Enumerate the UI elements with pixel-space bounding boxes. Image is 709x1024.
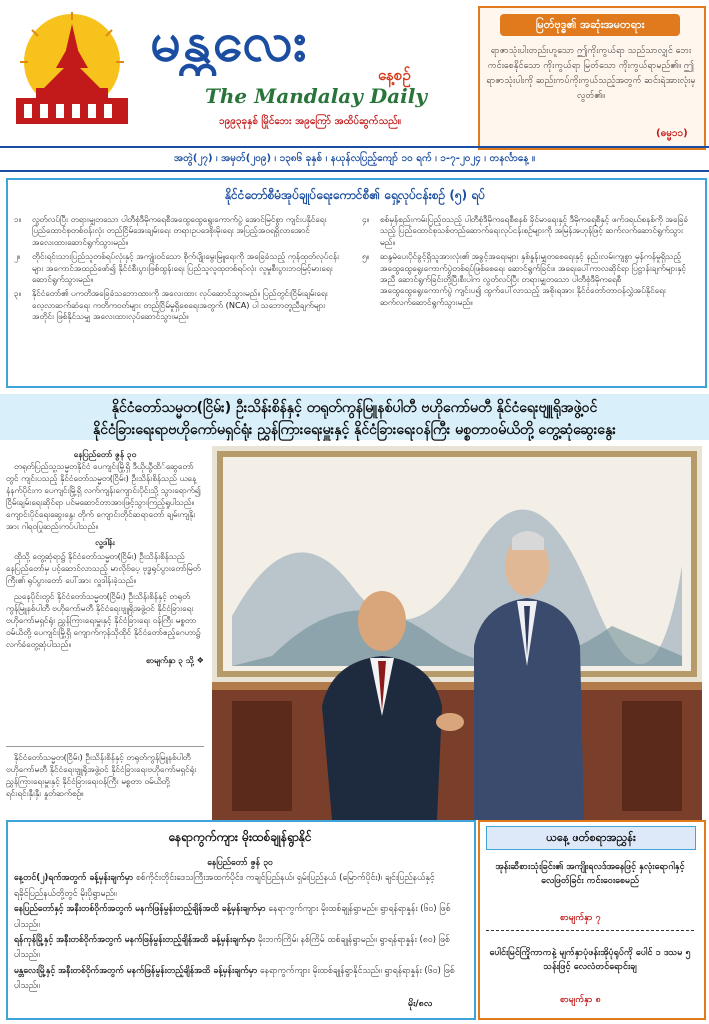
headline-line-1: နိုင်ငံတော်သမ္မတ(ငြိမ်း) ဦးသိန်းစိန်နှင့် တရုတ်ကွန်မြူနစ်ပါတီ ဗဟိုကော်မတီ နိုင်ငံရေးဗျူရိုအဖွဲ့ဝင် [111, 400, 598, 416]
weather-paragraph: ရန်ကုန်မြို့နှင့် အနီးတစ်ဝိုက်အတွက် မနက်ဖြန်မွန်းတည့်ချိန်အထိ ခန့်မှန်းချက်မှာ မိုးဘက်ကြိမ်၊ နစ်ကြိမ် ထစ်ချုန်ရွာမည်။ ရွာရန်ရာနှုန်း (၈၀) ဖြစ်ပါသည်။ [14, 935, 450, 961]
article-paragraph: တရုတ်ပြည်သူ့သမ္မတနိုင်ငံ ပေကျင်းမြို့ရှိ ဒီယိုယွီထိ်ဆွေတော်တွင် ကျင်းပသည့် နိုင်ငံတော်သမ္မတ(ငြိမ်း) ဦးသိန်းစိန်သည် ယနေ့နံနက်ပိုင်းက ပေကျင်းမြို့ရှိ လက်ကျန်းကျောင်းပိုင်းသို့ သွားရောက်၍ ငြိမ်းချမ်းရေးဆိုင်ရာ ပင်မဆောင်တာအားဖြင့်သွားကြည့်ရှုပါသည်။ ကျောင်းပိုင်ရေးဆွေးနွေး တိုက် ကျောင်းတိုင်ဆရာတော် ချမ်းကျနိုးအား ဂါရဝပြုဆည်းကပ်ပါသည်။ [6, 461, 201, 531]
masthead-english-name: The Mandalay Daily [205, 84, 427, 108]
objective-item: ၃။ နိုင်ငံတော်၏ ပကတိအခြေခံသဘောထားကို အလေးထား လုပ်ဆောင်သွားမည်။ ပြည်တွင်းငြိမ်းချမ်းရေး လေ့လာဆက်ဆံရေး ကတိကဝတ်များ တည်ငြိမ်မှုရှိစေရေးအတွက် (NCA) ပါ သဘောတူညီချက်များ အတိုင်း ဖြစ်နိုင်သမျှ အလေးထားလုပ်ဆောင်သွားမည်။ [14, 288, 328, 322]
objective-item: ၂။ တိုင်းရင်းသားပြည်သူတစ်ရပ်လုံးနှင့် အကျုံးဝင်သော စိုက်ပျိုးမွေးမြူရေးကို အခြေခံသည့် ကုန်ထုတ်လုပ်ငန်းများ အကောင်အထည်ဖော်၍ နိုင်ငံစီးပွားဖြစ်ထွန်းရေး ပြည်သူလူထုတစ်ရပ်လုံး လူမှုစီးပွားဘဝမြင့်မားရေး ဆောင်ရွက်သွားမည်။ [14, 251, 340, 285]
pagoda-sun-logo [12, 10, 132, 128]
article-subheading: လူ့ဒါန်း [95, 537, 115, 547]
contents-page-link[interactable]: စာမျက်နှာ ၈ [560, 995, 601, 1005]
dhamma-quote-source: (ဓမ္မ၁၁) [656, 128, 688, 139]
weather-dateline: နေပြည်တော် ဇွန် ၃၀ [207, 858, 273, 868]
masthead-subtitle: နေ့စဉ် [378, 66, 411, 84]
weather-paragraph: နေ့တင်(၂)ရက်အတွက် ခန့်မှန်းချက်မှာ စစ်ကိုင်းတိုင်းဒေသကြီးအထက်ပိုင်း၊ ကချင်ပြည်နယ်၊ ရှမ်းပြည်နယ် (မြောက်ပိုင်း)၊ ချင်းပြည်နယ်နှင့် ရခိုင်ပြည်နယ်တို့တွင် မိုးပိုရွာမည်။ [14, 873, 435, 899]
contents-item[interactable]: ပေါင်းမြင်ကြိုကာကနဲ့ မျက်နှာပုံဖန်းအိုပုံရုပ်ကို ပေါင် ၁ ဒသမ ၅ သန်းဖြင့် လေလံတင်ရောင်းချ [489, 948, 691, 972]
article-paragraph: ထိုသို့ တွေ့ဆုံရာ၌ နိုင်ငံတော်သမ္မတ(ငြိမ်း) ဦးသိန်းစိန်သည် နေပြည်တော်မှ ပင့်ဆောင်လာသည့် မာလိုဗ်ပေ့ ဗုဒ္ဓရုပ်ပွားတော်မြတ်ကြီး၏ ရုပ်ပွားတော် ပေါ်အား လှူဒါန်းခဲ့သည်။ [6, 551, 201, 585]
weather-credit: မိုး/၈လ [408, 999, 433, 1009]
masthead-motto: ၁၉၉၃ခုနှစ် မြိုင်ဘေး အ၉ကြော် အထိပ်ဆွက်သည်။ [219, 116, 401, 127]
masthead-title: မန္တလေး [150, 9, 309, 73]
objectives-title: နိုင်ငံတော်စီမံအုပ်ချုပ်ရေးကောင်စီ၏ ရှေ့လုပ်ငန်းစဉ် (၅) ရပ် [224, 188, 486, 202]
weather-paragraph: မန္တလေးမြို့နှင့် အနီးတစ်ဝိုက်အတွက် မနက်ဖြန်မွန်းတည့်ချိန်အထိ ခန့်မှန်းချက်မှာ နေရာကွက်ကျား မိုးထစ်ချုန်ရွာနိုင်သည်။ ရွာရန်ရာနှုန်း (၆၀) ဖြစ်ပါသည်။ [14, 965, 455, 992]
article-body [6, 448, 204, 666]
article-continued-link[interactable]: စာမျက်နှာ ၃ သို့ ❖ [146, 655, 204, 665]
weather-title: နေရာကွက်ကျား မိုးထစ်ချုန်ရွာနိုင် [168, 830, 312, 844]
contents-heading: ယနေ့ ဖတ်စရာအညွှန်း [486, 826, 696, 850]
article-paragraph: ညနေပိုင်းတွင် နိုင်ငံတော်သမ္မတ(ငြိမ်း) ဦးသိန်းစိန်နှင့် တရုတ်ကွန်မြူနစ်ပါတီ ဗဟိုကော်မတီ နိုင်ငံရေးဗျူရိုအဖွဲ့ဝင် နိုင်ငံခြားရေး ဗဟိုကော်မရှင်ရုံး ညွှန်ကြားရေးမှူးနှင့် နိုင်ငံခြားရေး ဝန်ကြီး မစ္စတာဝမ်ယိတို့ ပေကျင်းမြို့ရှိ ကျောက်ကုန်သိုထိုင် နိုင်ငံတော်ဧည့်ဂေဟာ၌ လက်ခံတွေ့ဆုံပါသည်။ [6, 591, 201, 649]
dhamma-quote-text: ရာဇာသုံးပါးတည်းဟူသော ဤကိုးကွယ်ရာ သည်သာလျှင် ဘေးကင်းစေနိုင်သော ကိုးကွယ်ရာ မြတ်သော ကိုးကွယ်ရာမည်၏။ ဤရာဇာသုံးပါးကို ဆည်းကပ်ကိုးကွယ်သည့်အတွက် ဆင်းရဲအားလုံးမှ လွတ်၏။ [486, 46, 696, 101]
issue-dateline: အတွဲ(၂၇) ၊ အမှတ်(၂၀၉) ၊ ၁၃၈၆ ခုနှစ် ၊ နယုန်လပြည့်ကျော် ၁၀ ရက် ၊ ၁-၇-၂၀၂၄ ၊ တနင်္လာနေ့ ။ [0, 146, 709, 172]
photo-caption [6, 746, 204, 803]
contents-divider [486, 930, 694, 931]
contents-item[interactable]: အုန်းဆီစားသုံးခြင်း၏ အကျိုးရလဒ်အနေဖြင့် နှလုံးရောဂါနှင့် လေဖြတ်ခြင်း ကင်းဝေးစေမည် [495, 862, 685, 886]
meeting-photo [212, 446, 702, 820]
objectives-left-column [14, 214, 344, 326]
contents-page-link[interactable]: စာမျက်နှာ ၇ [560, 913, 601, 923]
photo-caption-text: နိုင်ငံတော်သမ္မတ(ငြိမ်း) ဦးသိန်းစိန်နှင့် တရုတ်ကွန်မြူနစ်ပါတီ ဗဟိုကော်မတီ နိုင်ငံရေးဗျူရိုအဖွဲ့ဝင် နိုင်ငံခြားရေးဗဟိုကော်မရှင်ရုံး ညွှန်ကြားရေးမှူးနှင့် နိုင်ငံခြားရေးဝန်ကြီး မစ္စတာ ဝမ်ယိတို့ ရင်းရင်းနှီးနှီး နှုတ်ဆက်စဉ်။ [6, 752, 197, 798]
headline-line-2: နိုင်ငံခြားရေးရာဗဟိုကော်မရှင်ရုံး ညွှန်ကြားရေးမှူးနှင့် နိုင်ငံခြားရေးဝန်ကြီး မစ္စတာဝမ်ယိတို့ တွေ့ဆုံဆွေးနွေး [93, 422, 616, 438]
objectives-right-column [362, 214, 692, 311]
objective-item: ၄။ စစ်မှန်စည်းကမ်းပြည့်ဝသည့် ပါတီစုံဒီမိုကရေစီစနစ် ခိုင်မာရေးနှင့် ဒီမိုကရေစီနှင့် ဖက်ဒရယ်စနစ်ကို အခြေခံသည့် ပြည်ထောင်စုသစ်တည်ဆောက်ရေးလုပ်ငန်းစဉ်များကို အမြန်အဟုန်ဖြင့် ဆက်လက်ဆောင်ရွက်သွားမည်။ [362, 214, 689, 247]
objective-item: ၁။ လွတ်လပ်ပြီး တရားမျှတသော ပါတီစုံဒီမိုကရေစီအထွေထွေရွေးကောက်ပွဲ အောင်မြင်စွာ ကျင်းပနိုင်ရေး ပြည်ထောင်စုတစ်ဝန်းလုံး တည်ငြိမ်အေးချမ်းရေး တရားဥပဒေစိုးမိုးရေး အပြည့်အဝရရှိလာအောင် အလေးထားဆောင်ရွက်သွားမည်။ [14, 214, 327, 247]
dhamma-quote-heading: မြတ်ဗုဒ္ဓ၏ အဆုံးအမတရား [500, 14, 680, 36]
article-dateline: နေပြည်တော် ဇွန် ၃၀ [73, 449, 137, 459]
weather-body [14, 856, 466, 995]
weather-paragraph: နေပြည်တော်နှင့် အနီးတစ်ဝိုက်အတွက် မနက်ဖြန်မွန်းတည့်ချိန်အထိ ခန့်မှန်းချက်မှာ နေရာကွက်ကျား မိုးထစ်ချုန်ရွာမည်။ ရွာရန်ရာနှုန်း (၆၀) ဖြစ်ပါသည်။ [14, 904, 451, 930]
objective-item: ၅။ ဆန္ဒမဲပေးပိုင်ခွင့်ရှိသူအားလုံး၏ အခွင့်အရေးများ နှစ်နှုန်းမျှတစေရေးနှင့် နည်းလမ်းကျစွာ မှန်ကန်မှုရှိသည့် အထွေထွေရွေးကောက်ပွဲတစ်ရပ်ဖြစ်စေရေး ဆောင်ရွက်ခြင်း။ အရေးပေါ်ကာလဆိုင်ရာ ပြဋ္ဌာန်းချက်များနှင့်အညီ ဆောင်ရွက်ခြင်းတို့ပြီးစီးပါက လွတ်လပ်ပြီး တရားမျှတသော ပါတီစုံဒီမိုကရေစီ အထွေထွေရွေးကောက်ပွဲ ကျင်းပ၍ ထွက်ပေါ်လာသည့် အစိုးရအား နိုင်ငံတော်တာဝန်လွှဲအပ်နိုင်ရေး ဆက်လက်ဆောင်ရွက်သွားမည်။ [362, 251, 686, 307]
